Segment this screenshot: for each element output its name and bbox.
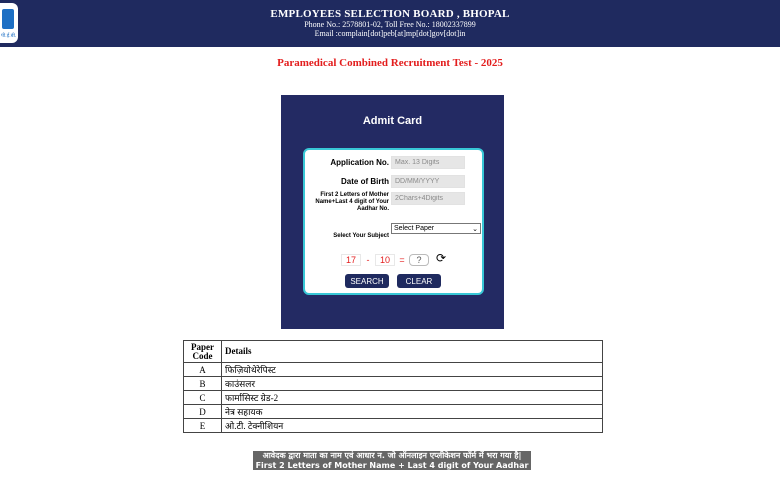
captcha-equals: = [399,255,405,265]
application-no-input[interactable] [391,156,465,169]
paper-code-table [183,340,603,433]
header-phone: Phone No.: 2578801-02, Toll Free No.: 18002337899 [304,20,476,29]
subject-label: Select Your Subject [333,233,389,239]
logo-text: पी.ई.बी. [1,33,17,39]
table-header-row [184,341,603,363]
table-row [184,377,603,391]
header-email: Email :complain[dot]peb[at]mp[dot]gov[dot]in [314,29,466,38]
captcha-operator: - [366,255,370,265]
peb-logo [0,3,18,43]
page-title: Paramedical Combined Recruitment Test - 2025 [277,57,503,69]
details-cell: काउंसलर [222,377,603,391]
logo-mark-icon [2,9,14,29]
table-row [184,391,603,405]
captcha-num2: 10 [375,253,395,267]
table-row [184,363,603,377]
captcha-answer-input[interactable]: ? [409,253,429,267]
application-no-label: Application No. [330,158,389,167]
refresh-captcha-icon[interactable]: ⟳ [436,251,447,265]
subject-select-value: Select Paper [394,225,435,232]
notice-line-english: First 2 Letters of Mother Name + Last 4 digit of Your Aadhar No. [255,461,529,480]
mother-aadhar-label: First 2 Letters of Mother Name+Last 4 digit of Your Aadhar No. [315,192,389,212]
details-header: Details [222,341,603,363]
details-cell: फिज़ियोथेरेपिस्ट [222,363,603,377]
paper-code-cell: A [184,363,222,377]
paper-code-cell: E [184,419,222,433]
paper-code-cell: D [184,405,222,419]
dob-input[interactable] [391,175,465,188]
paper-code-cell: C [184,391,222,405]
clear-button[interactable]: CLEAR [397,274,441,288]
chevron-down-icon: ⌄ [472,225,478,233]
table-row [184,405,603,419]
details-cell: ओ.टी. टेक्नीशियन [222,419,603,433]
paper-code-header: Paper Code [184,341,222,363]
captcha-num1: 17 [341,253,361,267]
details-cell: नेत्र सहायक [222,405,603,419]
admit-card-title: Admit Card [362,115,423,127]
admit-card-form [303,148,484,295]
site-header [0,0,780,47]
mother-aadhar-input[interactable] [391,192,465,205]
subject-select[interactable] [391,223,481,234]
search-button[interactable]: SEARCH [345,274,389,288]
table-row [184,419,603,433]
notice-line-hindi: आवेदक द्वारा माता का नाम एवं आधार न. जो ऑनलाइन एप्लीकेशन फॉर्म में भरा गया है| [262,451,522,460]
paper-code-cell: B [184,377,222,391]
notice-banner [253,451,531,480]
admit-card-panel [281,95,504,329]
dob-label: Date of Birth [341,177,389,186]
details-cell: फार्मासिस्ट ग्रेड-2 [222,391,603,405]
header-title: EMPLOYEES SELECTION BOARD , BHOPAL [270,8,510,20]
